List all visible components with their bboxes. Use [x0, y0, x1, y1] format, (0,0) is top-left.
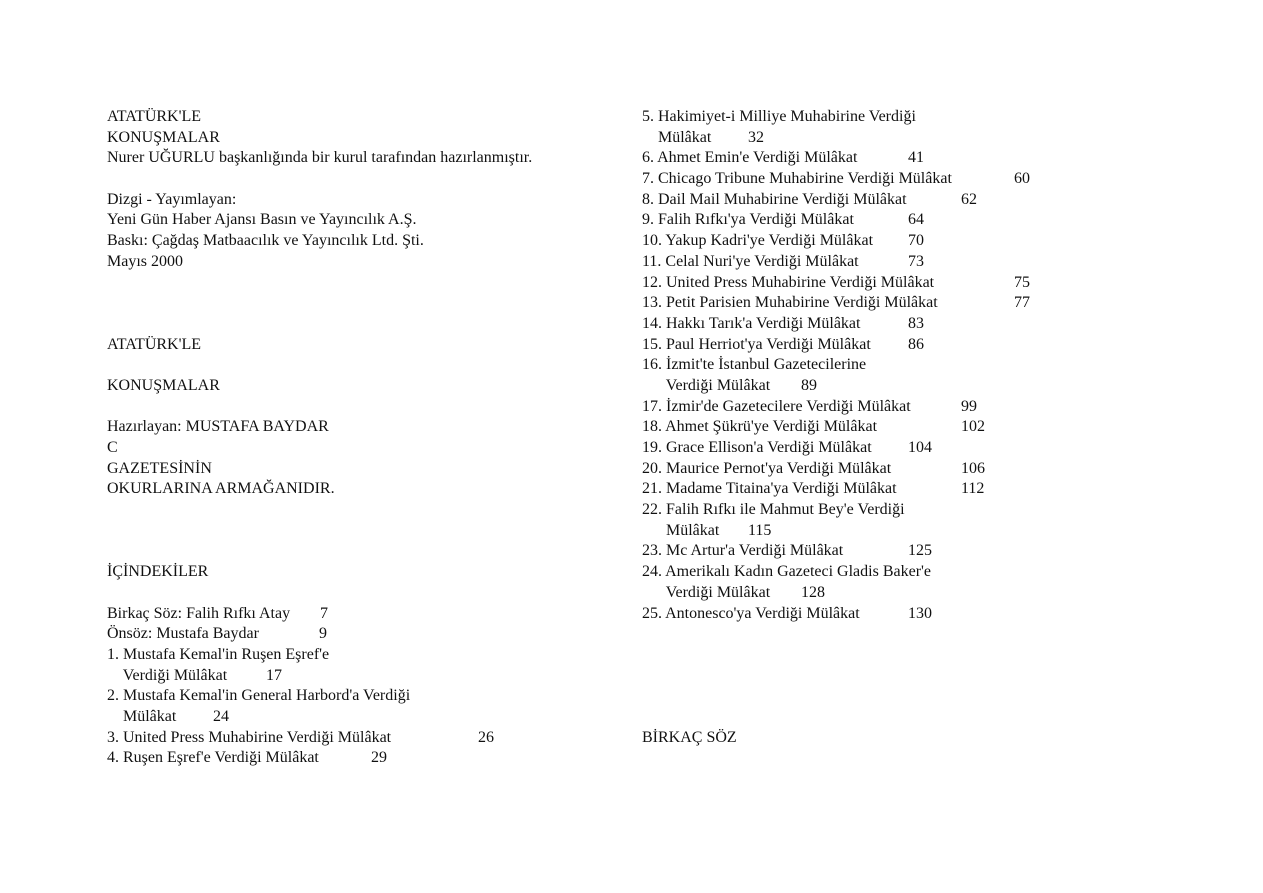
toc-entry	[642, 583, 1242, 604]
toc-entry	[107, 666, 627, 687]
toc-entry-title: Verdiği Mülâkat	[642, 583, 771, 601]
toc-entry	[642, 562, 1242, 583]
toc-entry-page: 99	[961, 397, 977, 415]
toc-entry-page: 29	[371, 749, 387, 767]
toc-entry	[642, 397, 1242, 418]
toc-entry-title: 16. İzmit'te İstanbul Gazetecilerine	[642, 356, 867, 374]
toc-entry	[642, 252, 1242, 273]
toc-entry	[107, 604, 627, 625]
toc-entry-title: 25. Antonesco'ya Verdiği Mülâkat	[642, 604, 860, 622]
toc-entry-title: 23. Mc Artur'a Verdiği Mülâkat	[642, 542, 844, 560]
toc-entry-page: 130	[908, 604, 932, 622]
toc-entry-page: 26	[478, 728, 494, 746]
toc-entry-page: 104	[908, 439, 932, 456]
toc-entry-title: 20. Maurice Pernot'ya Verdiği Mülâkat	[642, 459, 892, 477]
toc-entry-page: 86	[908, 335, 924, 353]
toc-entry-page: 24	[213, 707, 229, 725]
section-heading: BİRKAÇ SÖZ	[642, 728, 737, 746]
right-column	[642, 107, 1242, 748]
publisher-name: Yeni Gün Haber Ajansı Basın ve Yayıncılık A.Ş.	[107, 211, 417, 229]
spacer	[642, 645, 1242, 666]
toc-entry-title: 7. Chicago Tribune Muhabirine Verdiği Mülâkat	[642, 170, 952, 188]
spacer	[107, 314, 627, 335]
editor-credit: Hazırlayan: MUSTAFA BAYDAR	[107, 418, 329, 436]
toc-entry	[642, 335, 1242, 356]
toc-entry-page: 89	[801, 376, 817, 394]
book-title-line-2: KONUŞMALAR	[107, 128, 220, 146]
toc-entry-title: 3. United Press Muhabirine Verdiği Mülâkat	[107, 728, 392, 746]
toc-entry-page: 60	[1014, 170, 1030, 188]
toc-entry-page: 75	[1014, 273, 1030, 291]
spacer	[107, 169, 627, 190]
toc-entry-page: 70	[908, 232, 924, 250]
toc-entry-page: 77	[1014, 294, 1030, 312]
spacer	[642, 686, 1242, 707]
toc-entry	[107, 748, 627, 769]
toc-entry-page: 41	[908, 149, 924, 167]
book-title-line-1: ATATÜRK'LE	[107, 108, 202, 125]
toc-entry-title: 17. İzmir'de Gazetecilere Verdiği Mülâkat	[642, 397, 911, 415]
toc-entry	[642, 417, 1242, 438]
toc-entry-title: 13. Petit Parisien Muhabirine Verdiği Mülâkat	[642, 294, 938, 312]
toc-entry-title: 15. Paul Herriot'ya Verdiği Mülâkat	[642, 335, 871, 353]
toc-entry-page: 112	[961, 480, 985, 498]
toc-entry-page: 9	[319, 625, 327, 643]
publisher-label: Dizgi - Yayımlayan:	[107, 190, 237, 208]
toc-entry	[642, 459, 1242, 480]
toc-entry-title: 8. Dail Mail Muhabirine Verdiği Mülâkat	[642, 190, 907, 208]
toc-entry-page: 73	[908, 252, 924, 270]
toc-entry-title: Mülâkat	[107, 707, 177, 725]
toc-entry-title: 5. Hakimiyet-i Milliye Muhabirine Verdiği	[642, 108, 916, 125]
toc-entry	[642, 169, 1242, 190]
toc-entry	[642, 438, 1242, 459]
toc-entry	[642, 128, 1242, 149]
toc-entry-page: 17	[266, 666, 282, 684]
spacer	[107, 521, 627, 542]
dedication-line-2: GAZETESİNİN	[107, 459, 212, 477]
toc-entry	[642, 314, 1242, 335]
left-column	[107, 107, 627, 769]
toc-entry-title: 12. United Press Muhabirine Verdiği Mülâkat	[642, 273, 935, 291]
printer-name: Baskı: Çağdaş Matbaacılık ve Yayıncılık Ltd. Şti.	[107, 232, 424, 250]
toc-heading: İÇİNDEKİLER	[107, 563, 209, 581]
spacer	[107, 583, 627, 604]
toc-entry-title: 6. Ahmet Emin'e Verdiği Mülâkat	[642, 149, 858, 167]
toc-entry-title: Verdiği Mülâkat	[107, 666, 228, 684]
toc-entry	[642, 148, 1242, 169]
toc-entry	[107, 728, 627, 749]
spacer	[107, 397, 627, 418]
toc-entry-title: Mülâkat	[642, 128, 712, 146]
toc-entry	[642, 231, 1242, 252]
committee-credit: Nurer UĞURLU başkanlığında bir kurul tarafından hazırlanmıştır.	[107, 149, 533, 167]
spacer	[107, 541, 627, 562]
spacer	[642, 666, 1242, 687]
inner-title-line-1: ATATÜRK'LE	[107, 335, 202, 353]
toc-entry	[642, 500, 1242, 521]
toc-entry-title: 2. Mustafa Kemal'in General Harbord'a Verdiği	[107, 687, 411, 705]
toc-entry-page: 106	[961, 459, 985, 477]
toc-entry-title: 10. Yakup Kadri'ye Verdiği Mülâkat	[642, 232, 874, 250]
toc-entry-page: 102	[961, 418, 985, 436]
toc-entry	[642, 521, 1242, 542]
toc-entry-title: 21. Madame Titaina'ya Verdiği Mülâkat	[642, 480, 897, 498]
toc-entry-title: 18. Ahmet Şükrü'ye Verdiği Mülâkat	[642, 418, 878, 436]
toc-entry-page: 7	[320, 604, 328, 622]
toc-entry-title: 11. Celal Nuri'ye Verdiği Mülâkat	[642, 252, 859, 270]
dedication-line-3: OKURLARINA ARMAĞANIDIR.	[107, 480, 335, 498]
spacer	[107, 500, 627, 521]
toc-entry	[642, 210, 1242, 231]
toc-entry-page: 125	[908, 542, 932, 560]
toc-entry	[107, 707, 627, 728]
toc-entry-page: 32	[748, 128, 764, 146]
toc-entry	[642, 190, 1242, 211]
toc-entry-title: Önsöz: Mustafa Baydar	[107, 625, 259, 643]
toc-entry-page: 62	[961, 190, 977, 208]
toc-entry	[642, 376, 1242, 397]
toc-entry	[107, 624, 627, 645]
toc-entry	[642, 273, 1242, 294]
toc-entry-page: 115	[748, 521, 772, 539]
toc-entry	[642, 479, 1242, 500]
toc-entry	[642, 604, 1242, 625]
spacer	[642, 624, 1242, 645]
inner-title-line-2: KONUŞMALAR	[107, 376, 220, 394]
spacer	[107, 355, 627, 376]
spacer	[107, 293, 627, 314]
toc-entry	[642, 355, 1242, 376]
toc-list-left	[107, 604, 627, 770]
toc-entry	[107, 645, 627, 666]
toc-entry-title: Mülâkat	[642, 521, 720, 539]
toc-entry-title: Birkaç Söz: Falih Rıfkı Atay	[107, 604, 291, 622]
toc-entry	[642, 107, 1242, 128]
toc-entry-title: 19. Grace Ellison'a Verdiği Mülâkat	[642, 439, 872, 456]
toc-entry-title: 1. Mustafa Kemal'in Ruşen Eşref'e	[107, 645, 330, 663]
toc-entry-title: 24. Amerikalı Kadın Gazeteci Gladis Baker'e	[642, 563, 931, 581]
toc-entry-title: 14. Hakkı Tarık'a Verdiği Mülâkat	[642, 314, 861, 332]
toc-entry-title: 9. Falih Rıfkı'ya Verdiği Mülâkat	[642, 211, 854, 229]
spacer	[642, 707, 1242, 728]
toc-entry-page: 128	[801, 583, 825, 601]
toc-entry-page: 83	[908, 314, 924, 332]
toc-entry-title: Verdiği Mülâkat	[642, 376, 771, 394]
toc-list-right	[642, 107, 1242, 624]
toc-entry	[642, 293, 1242, 314]
toc-entry-page: 64	[908, 211, 924, 229]
toc-entry	[642, 541, 1242, 562]
publication-date: Mayıs 2000	[107, 252, 183, 270]
dedication-line-1: C	[107, 439, 118, 456]
toc-entry-title: 22. Falih Rıfkı ile Mahmut Bey'e Verdiği	[642, 501, 905, 519]
spacer	[107, 273, 627, 294]
toc-entry-title: 4. Ruşen Eşref'e Verdiği Mülâkat	[107, 749, 319, 767]
toc-entry	[107, 686, 627, 707]
